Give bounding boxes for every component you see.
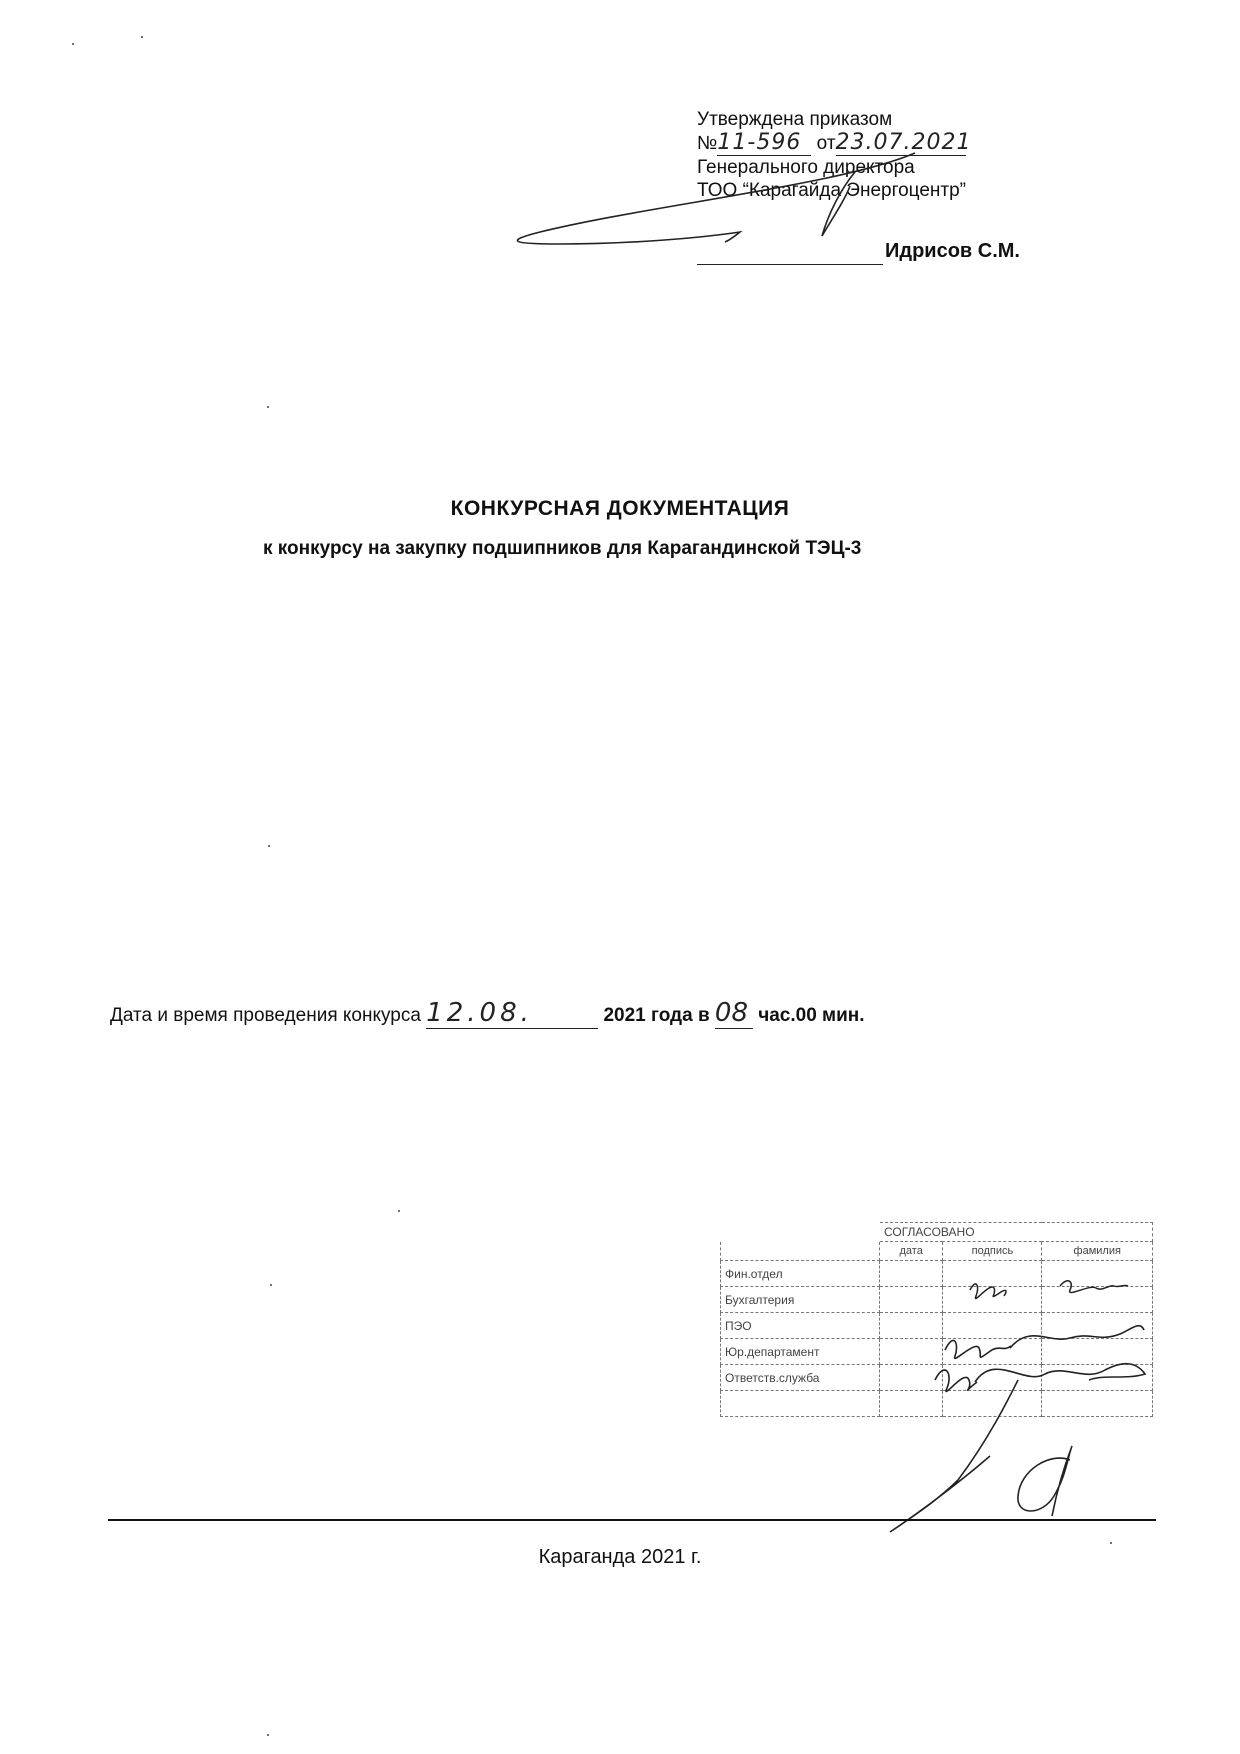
- stamp-row: [721, 1365, 1153, 1391]
- order-number-prefix: №: [697, 133, 718, 154]
- document-subtitle: к конкурсу на закупку подшипников для Карагандинской ТЭЦ-3: [263, 538, 862, 559]
- city-year: Караганда 2021 г.: [538, 1546, 702, 1568]
- approval-stamp-table: [720, 1222, 1153, 1417]
- order-date-prefix: от: [816, 133, 836, 154]
- scan-speck: [141, 36, 143, 38]
- stamp-row-label: Ответств.служба: [721, 1365, 880, 1391]
- footer-rule: [108, 1519, 1156, 1521]
- approval-block: [697, 108, 972, 202]
- stamp-header: СОГЛАСОВАНО: [880, 1223, 1153, 1242]
- scan-speck: [1110, 1542, 1112, 1544]
- order-number: 11-596: [717, 130, 802, 155]
- approval-line-3: Генерального директора: [697, 157, 915, 178]
- contest-date-handwritten: 12.08.: [426, 998, 533, 1028]
- stamp-row: [721, 1339, 1153, 1365]
- contest-year-text: 2021 года в: [603, 1005, 710, 1026]
- scan-speck: [72, 43, 74, 45]
- order-date: 23.07.2021: [835, 130, 972, 155]
- stamp-row-label: Юр.департамент: [721, 1339, 880, 1365]
- scan-speck: [267, 1734, 269, 1736]
- stamp-col-signature: подпись: [943, 1242, 1042, 1261]
- stamp-row: [721, 1313, 1153, 1339]
- contest-datetime-label: Дата и время проведения конкурса: [110, 1005, 421, 1026]
- scan-speck: [267, 406, 269, 408]
- contest-time-suffix: час.00 мин.: [758, 1005, 865, 1026]
- signature-line: [697, 264, 883, 265]
- approval-line-4: ТОО “Карагайда Энергоцентр”: [697, 180, 966, 201]
- stamp-row: [721, 1261, 1153, 1287]
- signer-name: Идрисов С.М.: [885, 240, 1020, 262]
- approval-order-line: [697, 130, 972, 156]
- document-title: КОНКУРСНАЯ ДОКУМЕНТАЦИЯ: [450, 497, 790, 520]
- stamp-col-date: дата: [880, 1242, 943, 1261]
- contest-datetime-line: [110, 998, 865, 1029]
- stamp-row-label: ПЭО: [721, 1313, 880, 1339]
- stamp-col-surname: фамилия: [1042, 1242, 1153, 1261]
- stamp-row-label: Бухгалтерия: [721, 1287, 880, 1313]
- approval-line-1: Утверждена приказом: [697, 109, 893, 130]
- stamp-row: [721, 1287, 1153, 1313]
- contest-hour-handwritten: 08: [714, 998, 749, 1028]
- approval-stamp: [720, 1222, 1153, 1440]
- scan-speck: [268, 845, 270, 847]
- scan-speck: [398, 1210, 400, 1212]
- stamp-row-label: Фин.отдел: [721, 1261, 880, 1287]
- scan-speck: [270, 1284, 272, 1286]
